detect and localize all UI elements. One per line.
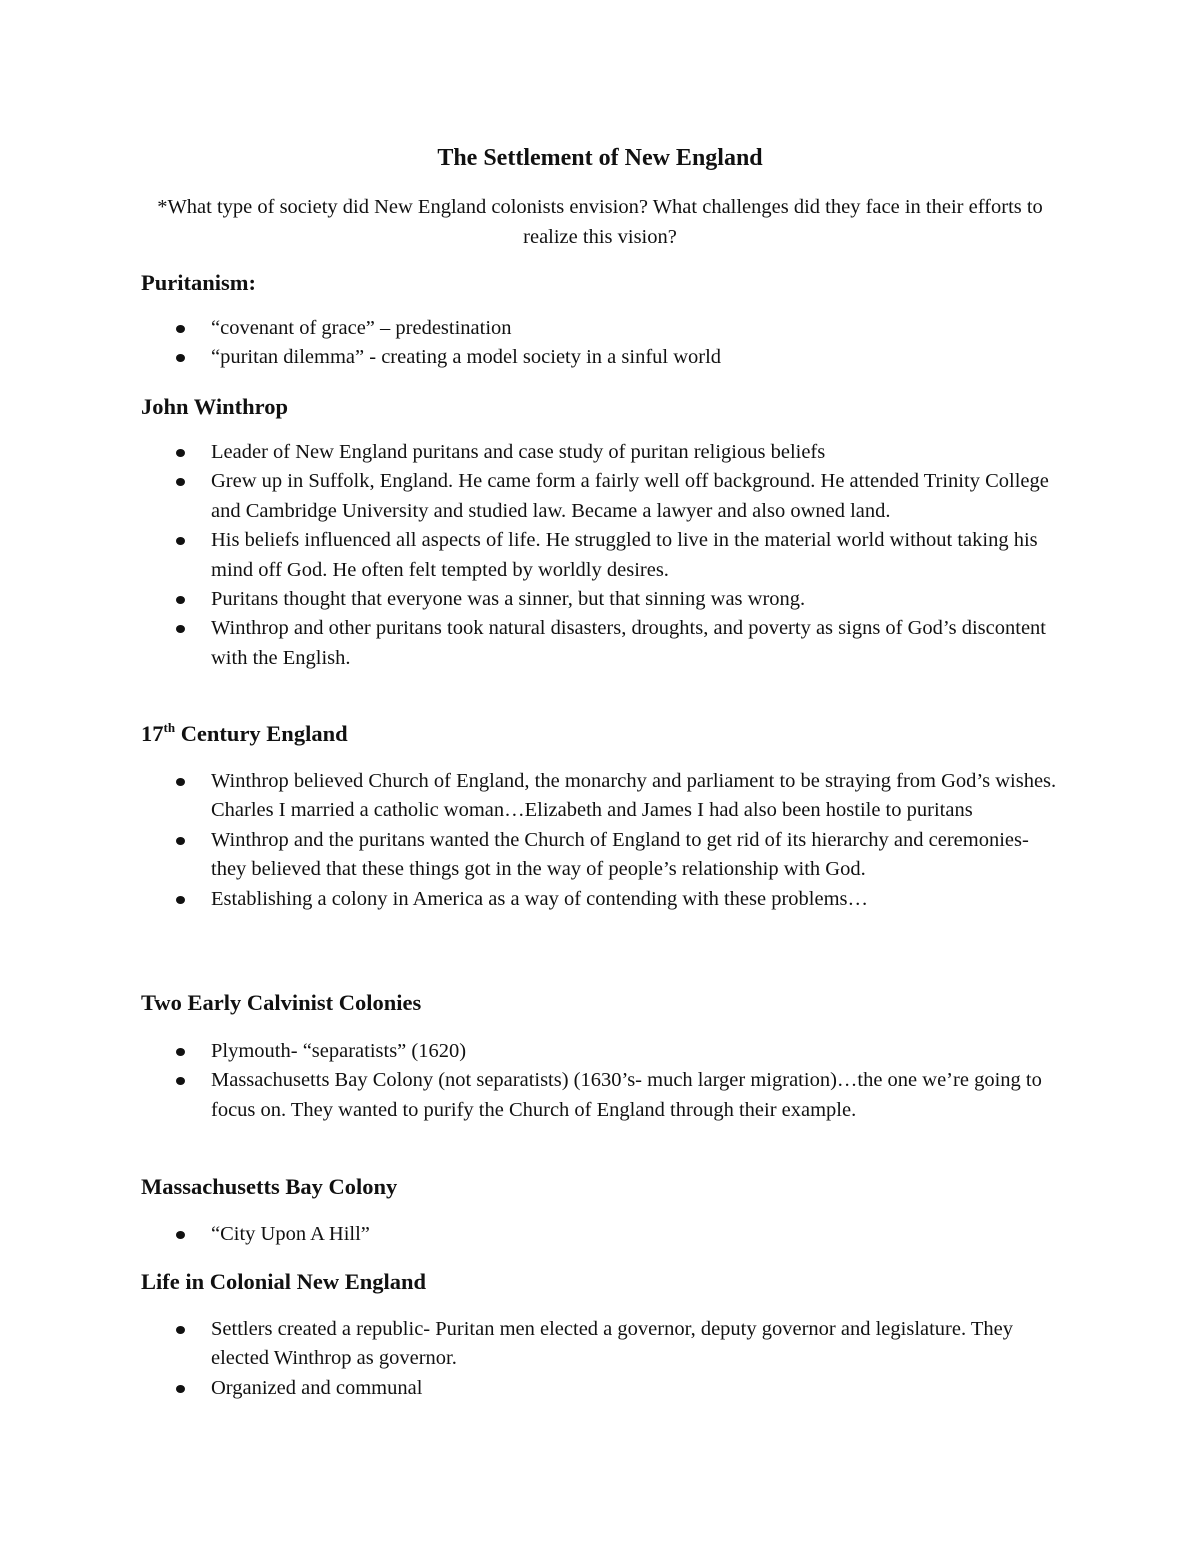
- list-item: Organized and communal: [0, 1374, 1061, 1403]
- section-heading-17th-century-england: 17th Century England: [141, 720, 348, 746]
- bullet-list-john-winthrop: [0, 438, 1061, 673]
- list-item: Puritans thought that everyone was a sinner, but that sinning was wrong.: [0, 585, 1061, 614]
- section-heading-john-winthrop: John Winthrop: [141, 394, 288, 419]
- list-item: Settlers created a republic- Puritan men elected a governor, deputy governor and legislature. They elected Winthrop as governor.: [0, 1315, 1061, 1374]
- bullet-list-life-in-colonial-new-england: [0, 1315, 1061, 1403]
- list-item: Leader of New England puritans and case study of puritan religious beliefs: [0, 438, 1061, 467]
- bullet-icon: [176, 1231, 185, 1239]
- list-item: Winthrop believed Church of England, the monarchy and parliament to be straying from God’s wishes. Charles I married a catholic woman…Elizabeth and James I had also been hostile to puritans: [0, 767, 1061, 826]
- bullet-icon: [176, 896, 185, 904]
- bullet-icon: [176, 1326, 185, 1334]
- list-item: Winthrop and the puritans wanted the Church of England to get rid of its hierarchy and ceremonies- they believed that these things got in the way of people’s relationship with God.: [0, 826, 1061, 885]
- list-item: “City Upon A Hill”: [0, 1220, 1061, 1249]
- section-heading-massachusetts-bay-colony: Massachusetts Bay Colony: [141, 1174, 398, 1199]
- bullet-icon: [176, 837, 185, 845]
- bullet-icon: [176, 1385, 185, 1393]
- bullet-list-17th-century-england: [0, 767, 1061, 914]
- list-item: Winthrop and other puritans took natural disasters, droughts, and poverty as signs of God’s discontent with the English.: [0, 614, 1061, 673]
- bullet-icon: [176, 354, 185, 362]
- bullet-list-massachusetts-bay-colony: [0, 1220, 1061, 1249]
- section-heading-life-in-colonial-new-england: Life in Colonial New England: [141, 1269, 427, 1294]
- list-item: Grew up in Suffolk, England. He came form a fairly well off background. He attended Trinity College and Cambridge University and studied law. Became a lawyer and also owned land.: [0, 467, 1061, 526]
- list-item: Massachusetts Bay Colony (not separatists) (1630’s- much larger migration)…the one we’re going to focus on. They wanted to purify the Church of England through their example.: [0, 1066, 1061, 1125]
- bullet-icon: [176, 537, 185, 545]
- list-item: Plymouth- “separatists” (1620): [0, 1037, 1061, 1066]
- bullet-icon: [176, 325, 185, 333]
- bullet-icon: [176, 625, 185, 633]
- bullet-icon: [176, 596, 185, 604]
- bullet-icon: [176, 778, 185, 786]
- list-item: “covenant of grace” – predestination: [0, 314, 1061, 343]
- bullet-icon: [176, 478, 185, 486]
- section-heading-two-early-calvinist-colonies: Two Early Calvinist Colonies: [141, 990, 422, 1015]
- bullet-list-puritanism: [0, 314, 1061, 373]
- list-item: His beliefs influenced all aspects of life. He struggled to live in the material world without taking his mind off God. He often felt tempted by worldly desires.: [0, 526, 1061, 585]
- document-title: The Settlement of New England: [437, 145, 763, 171]
- bullet-list-two-early-calvinist-colonies: [0, 1037, 1061, 1125]
- bullet-icon: [176, 449, 185, 457]
- section-heading-puritanism: Puritanism:: [141, 270, 256, 295]
- bullet-icon: [176, 1077, 185, 1085]
- list-item: Establishing a colony in America as a way of contending with these problems…: [0, 885, 1061, 914]
- bullet-icon: [176, 1048, 185, 1056]
- guiding-question: *What type of society did New England colonists envision? What challenges did they face in their efforts to realize this vision?: [157, 196, 1043, 248]
- list-item: “puritan dilemma” - creating a model society in a sinful world: [0, 343, 1061, 372]
